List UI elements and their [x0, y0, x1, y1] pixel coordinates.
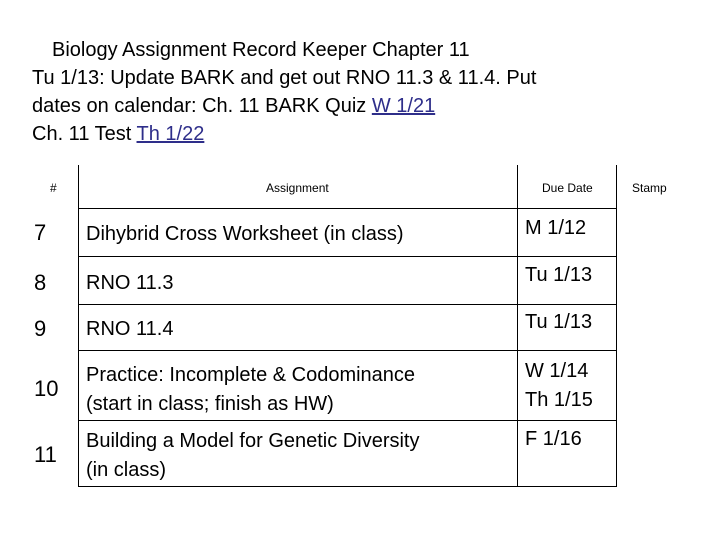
due-date [525, 357, 593, 415]
table-divider [616, 165, 617, 487]
column-header-assignment: Assignment [266, 181, 329, 195]
assignment-line: Practice: Incomplete & Codominance [86, 364, 416, 386]
due-date-line: Th 1/15 [525, 389, 593, 411]
assignment-name [86, 427, 419, 485]
test-text: Ch. 11 Test [32, 123, 137, 145]
test-date-link[interactable]: Th 1/22 [136, 123, 205, 145]
header-line-4 [32, 120, 702, 148]
assignment-line: (in class) [86, 459, 167, 481]
row-number: 7 [34, 220, 47, 245]
row-number: 11 [34, 442, 57, 467]
assignment-table [28, 165, 720, 487]
table-divider [78, 208, 617, 209]
due-date-line: W 1/14 [525, 360, 589, 382]
column-header-num: # [50, 181, 57, 195]
row-number: 8 [34, 270, 47, 295]
table-divider [78, 420, 617, 421]
column-header-stamp: Stamp [632, 181, 667, 195]
page-title: Biology Assignment Record Keeper Chapter 11 [52, 39, 470, 61]
quiz-date-link[interactable]: W 1/21 [371, 95, 436, 117]
quiz-text: dates on calendar: Ch. 11 BARK Quiz [32, 95, 372, 117]
table-divider [517, 165, 518, 487]
header [32, 36, 702, 148]
header-line-2: Tu 1/13: Update BARK and get out RNO 11.3 & 11.4. Put [32, 67, 537, 89]
row-number: 10 [34, 376, 59, 401]
table-divider [78, 256, 617, 257]
assignment-name: RNO 11.4 [86, 318, 174, 340]
table-divider [78, 304, 617, 305]
table-divider [78, 350, 617, 351]
assignment-line: Building a Model for Genetic Diversity [86, 430, 420, 452]
header-line-3 [32, 92, 702, 120]
table-divider [78, 486, 617, 487]
due-date: Tu 1/13 [525, 264, 593, 286]
assignment-name: Dihybrid Cross Worksheet (in class) [86, 223, 404, 245]
column-header-due-date: Due Date [542, 181, 593, 195]
due-date: F 1/16 [525, 428, 582, 450]
assignment-line: (start in class; finish as HW) [86, 393, 334, 415]
assignment-name: RNO 11.3 [86, 272, 174, 294]
table-divider [78, 165, 79, 487]
assignment-name [86, 361, 415, 419]
due-date: M 1/12 [525, 217, 587, 239]
row-number: 9 [34, 316, 47, 341]
due-date: Tu 1/13 [525, 311, 593, 333]
